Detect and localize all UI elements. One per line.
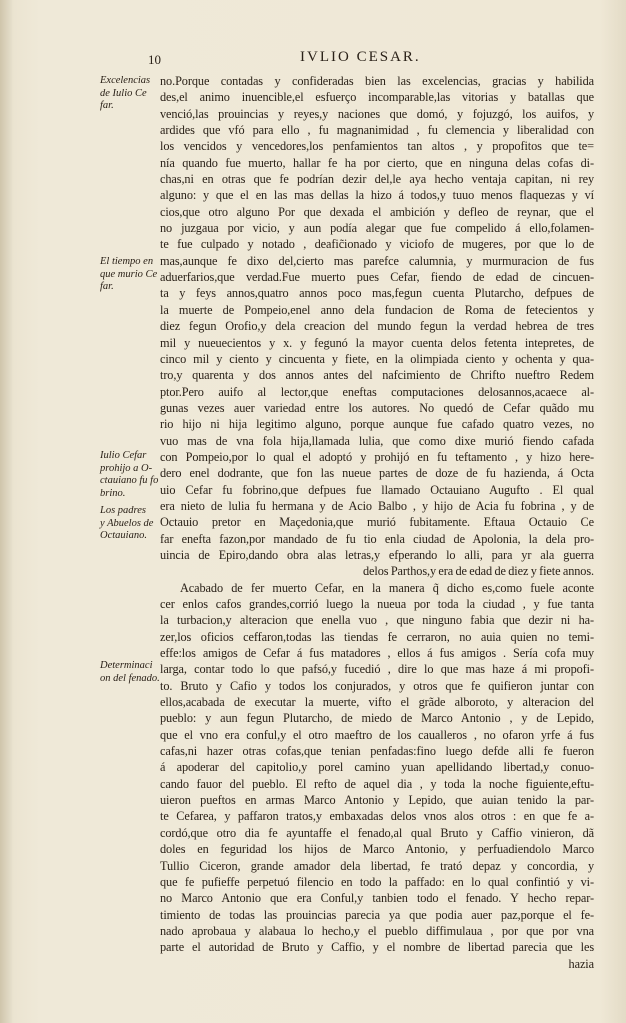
text-line: con Pompeio,por lo qual el adoptó y prohijó en fu teftamento , y hizo here- (160, 449, 594, 464)
text-line: que fe pufieffe perpetuó filencio en todo la paffado: en lo qual confintió y vi- (160, 874, 594, 889)
margin-note-line: prohijo a O- (100, 462, 153, 474)
text-line: far enefta fazon,por mandado de fu tio enla ciudad de Apolonia, la dela pro- (160, 531, 594, 546)
text-line: diez fegun Orofio,y dela creacion del mundo fegun la verdad hebrea de tres (160, 319, 594, 334)
text-line: que el vno era conful,y el otro maeftro de los caualleros , no ofaron yrfe á fus (160, 727, 594, 742)
text-line: ptor.Pero auifo al lector,que eneftas computaciones delosannos,acaece al- (160, 384, 594, 399)
text-line: la turbacion,y alteracion que enella vuo , que ninguno fabia que dezir ni ha- (160, 613, 594, 628)
text-line: cinco mil y ciento y cincuenta y fiete, en la olimpiada ciento y ochenta y qua- (160, 351, 594, 366)
margin-note (100, 450, 162, 500)
text-line: delos Parthos,y era de edad de diez y fiete annos. (362, 564, 594, 579)
text-line: rio hijo ni hija legitimo alguno, porque aunque fue cafado quatro vezes, no (160, 417, 594, 432)
text-line: no Marco Antonio que era Conful,y tanbien todo el fenado. Y hecho repar- (160, 891, 594, 906)
margin-note (100, 75, 162, 113)
margin-note-line: Excelencias (100, 75, 151, 86)
body-text (160, 73, 594, 972)
margin-note-line: on del fenado. (100, 672, 160, 684)
margin-note (100, 256, 162, 294)
text-line: tro,y quarenta y dos annos antes del nafcimiento de Chrifto nueftro Redem (160, 368, 594, 383)
margin-note-line: far. (100, 100, 114, 111)
text-line: uieron pueftos en armas Marco Antonio y Lepido, que auian tenido la par- (160, 793, 594, 808)
text-line: hazia (568, 956, 594, 971)
text-line: Octauio pretor en Maçedonia,que murió fubitamente. Eftaua Octauio Ce (160, 515, 594, 530)
running-title: IVLIO CESAR. (300, 49, 421, 65)
text-line: uio Cefar fu fobrino,que defpues fue llamado Octauiano Augufto . El qual (160, 482, 594, 497)
margin-note-line: y Abuelos de (100, 517, 154, 529)
text-line: cer enlos cafos grandes,corrió luego la nueua por toda la ciudad , y fue tanta (160, 597, 594, 611)
text-line: Tullio Ciceron, grande amador dela libertad, fe trató depaz y concordia, y (160, 858, 594, 873)
text-line: aduerfarios,que verdad.Fue muerto pues Cefar, fiendo de edad de cincuen- (160, 270, 594, 285)
text-line: ardides que vfó para ello , fu magnanimidad , fu clemencia y liberalidad con (160, 123, 594, 138)
text-line: nado aprobaua y alabaua lo hecho,y el pueblo diffimulaua , por que por vna (160, 923, 594, 938)
text-line: era nieto de lulia fu hermana y de Acio Balbo , y hijo de Acia fu fobrina , y de (160, 498, 594, 513)
margin-note-line: ctauiano fu fo (100, 475, 159, 486)
text-line: to. Bruto y Cafio y todos los conjurados, y otros que fe quifieron juntar con (160, 678, 594, 693)
text-line: dero enel dodrante, que fon las nueue partes de doze de fu hazienda, á Octa (160, 466, 594, 481)
margin-note-line: far. (100, 281, 114, 292)
text-line: nía quando fue muerto, hallar fe ha por cierto, que en ninguna delas cofas di- (160, 155, 594, 170)
text-line: la muerte de Pompeio,enel anno dela fundacion de Roma de fetecientos y (160, 302, 594, 317)
margin-note-line: brino. (100, 487, 126, 499)
margin-note-line: Determinaci (100, 660, 153, 671)
text-line: mil y nueuecientos y x. y fegunó la mayor cuenta delos fetenta intepretes, de (160, 335, 594, 350)
text-line: effe:los amigos de Cefar á fus matadores , ellos á fus amigos . Sería cofa muy (160, 646, 594, 661)
margin-note-line: Octauiano. (100, 530, 147, 541)
text-line: uincia de Epiro,dando obra alas letras,y efperando lo alli, para yr ala guerra (160, 547, 594, 562)
text-line: timiento de todas las prouincias parecia ya que podia auer paz,porque el fe- (160, 907, 594, 922)
text-line: venció,las prouincias y reyes,y naciones que domó, y fojuzgó, los auifos, y (160, 106, 594, 121)
text-line: á apoderar del capitolio,y porel camino yuan apellidando libertad,y conuo- (160, 760, 594, 775)
text-line: cordó,que otro dia fe ayuntaffe el fenado,al qual Bruto y Caffio vinieron, dã (160, 825, 594, 840)
text-line: te fue culpado y notado , deafic̃ionado y viciofo de mugeres, por que lo de (160, 237, 594, 252)
text-line: chas,ni en otras que fe podrían dezir del,le aya hecho ventaja capitan, ni rey (160, 172, 594, 187)
margin-note-line: de Iulio Ce (100, 87, 147, 99)
text-line: larga, contar todo lo que pafsó,y fucedió , dire lo que mas haze á mi propofi- (160, 662, 594, 677)
text-line: cafas,ni hazer otras cofas,que tenian penfadas:fino luego defde alli fe fueron (160, 744, 594, 759)
text-line: te Cefarea, y paffaron tratos,y embaxadas delos vnos alos otros : en que fe a- (160, 809, 594, 824)
margin-note-line: El tiempo en (100, 256, 154, 267)
margin-note (100, 505, 162, 543)
text-line: mas,aunque fe dixo del,cierto mas parefce calumnia, y murmuracion de fus (160, 253, 594, 268)
text-line: los vencidos y vencedores,los penfamientos tan altos , y propofitos que te= (160, 139, 594, 154)
margin-note-line: Iulio Cefar (100, 450, 147, 461)
text-line: cios,que otro alguno Por que dexada el ambición y defleo de reynar, que el (160, 204, 594, 219)
page-number: 10 (148, 52, 161, 67)
margin-note (100, 660, 162, 685)
margin-note-line: Los padres (100, 505, 146, 516)
text-line: doles en feguridad los hijos de Marco Antonio, y perfuadiendolo Marco (160, 842, 594, 857)
text-line: alguno: y que el en las mas dellas la hizo á todos,y tuuo menos flaquezas y ví (160, 188, 594, 203)
text-line: pueblo: y aun fegun Plutarcho, de miedo de Marco Antonio , y de Lepido, (160, 711, 594, 726)
text-line: zer,los oficios ceffaron,todas las tiendas fe cerraron, no auia quien no temi- (160, 629, 594, 644)
page-gutter-shadow (0, 0, 12, 1023)
text-line: des,el animo inuencible,el esfuerço incomparable,las vitorias y batallas que (160, 90, 594, 105)
text-line: no juzgaua por vicio, y aun podía alegar que fue compelido á ello,folamen- (160, 221, 594, 236)
text-line: gunas vezes auer variedad entre los autores. No quedó de Cefar quãdo mu (160, 400, 594, 415)
text-line: ellos,acabada de executar la muerte, vifto el grãde alboroto, y alteracion del (160, 695, 594, 710)
text-line: ta y feys annos,quatro annos poco mas,fegun cuenta Plutarcho, defpues de (160, 286, 594, 301)
margin-note-line: que murio Ce (100, 268, 158, 280)
text-line: Acabado de fer muerto Cefar, en la manera q̃ dicho es,como fuele aconte (180, 580, 594, 595)
text-line: vuo mas de vna fola hija,llamada lulia, que como dixe murió fiendo cafada (160, 433, 594, 448)
text-line: no.Porque contadas y confideradas bien las excelencias, gracias y habilida (160, 74, 594, 88)
text-line: parte el autoridad de Bruto y Caffio, y el nombre de libertad parecia que les (160, 940, 594, 955)
text-line: cando fauor del pueblo. El refto de aquel dia , y toda la noche figuiente,eftu- (160, 776, 594, 791)
